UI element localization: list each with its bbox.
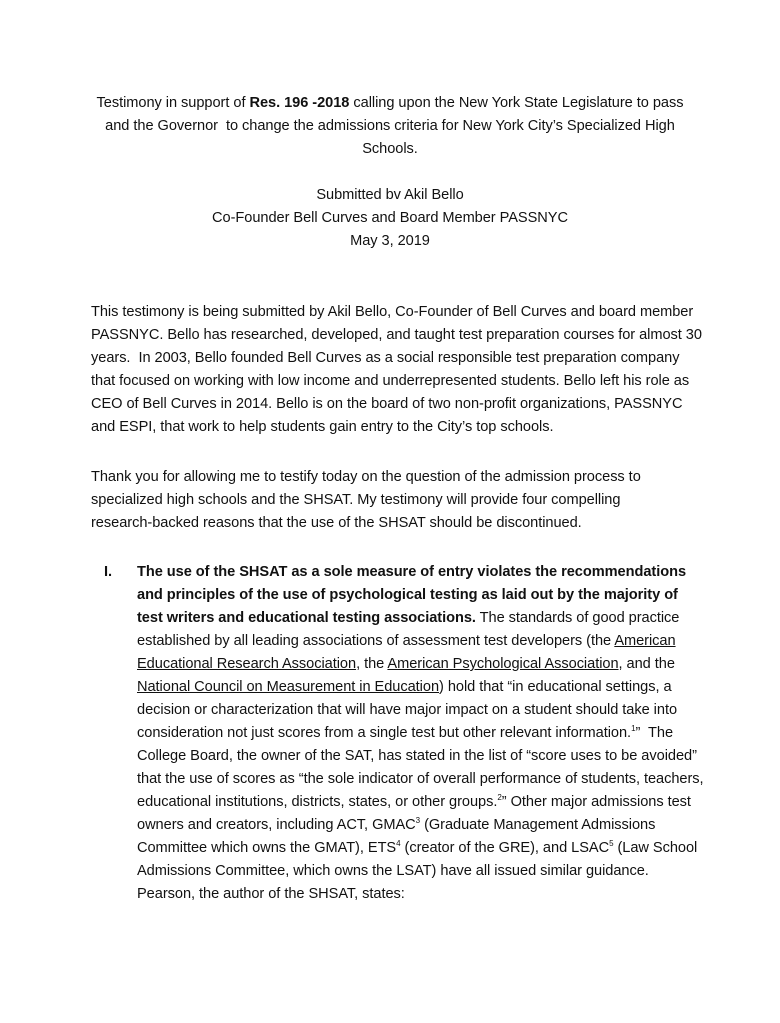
section-number: I. (104, 564, 113, 580)
section-line: that the use of scores as “the sole indicator of overall performance of students, teachers, (137, 771, 704, 787)
link-aera-part2[interactable]: Educational Research Association (137, 656, 357, 672)
title-line-1 (0, 92, 780, 114)
section-text: , the (356, 656, 388, 672)
section-text: , and the (618, 656, 675, 672)
paragraph-line: This testimony is being submitted by Akil Bello, Co-Founder of Bell Curves and board member (91, 304, 694, 320)
section-line (137, 630, 676, 652)
paragraph-line: years. In 2003, Bello founded Bell Curves as a social responsible test preparation company (91, 350, 680, 366)
section-text: ” Other major admissions test (501, 794, 691, 810)
footnote-ref-4[interactable]: 4 (396, 839, 401, 848)
section-text: owners and creators, including ACT, GMAC (137, 817, 416, 833)
section-line (137, 791, 691, 813)
link-ncme[interactable]: National Council on Measurement in Education (137, 679, 440, 695)
section-line (137, 607, 679, 629)
submission-date: May 3, 2019 (350, 233, 430, 249)
resolution-number: Res. 196 -2018 (249, 95, 350, 111)
section-line (137, 676, 672, 698)
link-aera-part1[interactable]: American (614, 633, 676, 649)
paragraph-line: specialized high schools and the SHSAT. My testimony will provide four compelling (91, 492, 621, 508)
author-role: Co-Founder Bell Curves and Board Member PASSNYC (212, 210, 568, 226)
section-text: established by all leading associations of assessment test developers (the (137, 633, 615, 649)
section-heading-line: and principles of the use of psychological testing as laid out by the majority of (137, 587, 678, 603)
section-text: (Graduate Management Admissions (420, 817, 656, 833)
title-text: calling upon the New York State Legislature to pass (349, 95, 684, 111)
section-heading-line: The use of the SHSAT as a sole measure of entry violates the recommendations (137, 564, 687, 580)
footnote-ref-3[interactable]: 3 (415, 816, 421, 825)
paragraph-line: research-backed reasons that the use of the SHSAT should be discontinued. (91, 515, 582, 531)
section-line: Pearson, the author of the SHSAT, states: (137, 886, 405, 902)
section-text: ” The (635, 725, 674, 741)
paragraph-line: CEO of Bell Curves in 2014. Bello is on the board of two non-profit organizations, PASSNYC (91, 396, 683, 412)
section-heading-end: test writers and educational testing associations. (137, 610, 476, 626)
section-line: decision or characterization that will have major impact on a student should take into (137, 702, 678, 718)
paragraph-line: that focused on working with low income and underrepresented students. Bello left his role as (91, 373, 690, 389)
section-text: (creator of the GRE), and LSAC (400, 840, 610, 856)
section-line: College Board, the owner of the SAT, has stated in the list of “score uses to be avoided” (137, 748, 697, 764)
footnote-ref-5[interactable]: 5 (609, 839, 614, 848)
title-line-2: and the Governor to change the admissions criteria for New York City’s Specialized High (105, 118, 675, 134)
section-text: (Law School (613, 840, 698, 856)
footnote-ref-2[interactable]: 2 (497, 793, 502, 802)
section-line: Admissions Committee, which owns the LSAT) have all issued similar guidance. (137, 863, 649, 879)
section-text: educational institutions, districts, states, or other groups. (137, 794, 498, 810)
title-text: Testimony in support of (96, 95, 250, 111)
section-line (137, 837, 697, 859)
submitted-by: Submitted bv Akil Bello (316, 187, 464, 203)
section-text: consideration not just scores from a single test but other relevant information. (137, 725, 632, 741)
paragraph-line: and ESPI, that work to help students gain entry to the City’s top schools. (91, 419, 554, 435)
section-text: ) hold that “in educational settings, a (439, 679, 672, 695)
link-apa[interactable]: American Psychological Association (387, 656, 619, 672)
section-line (137, 653, 675, 675)
section-text: The standards of good practice (475, 610, 680, 626)
footnote-ref-1[interactable]: 1 (631, 724, 636, 733)
paragraph-line: PASSNYC. Bello has researched, developed, and taught test preparation courses for almost 30 (91, 327, 702, 343)
section-line (137, 814, 655, 836)
section-line (137, 722, 673, 744)
title-line-3: Schools. (362, 141, 418, 157)
paragraph-line: Thank you for allowing me to testify today on the question of the admission process to (91, 469, 641, 485)
section-text: Committee which owns the GMAT), ETS (137, 840, 397, 856)
